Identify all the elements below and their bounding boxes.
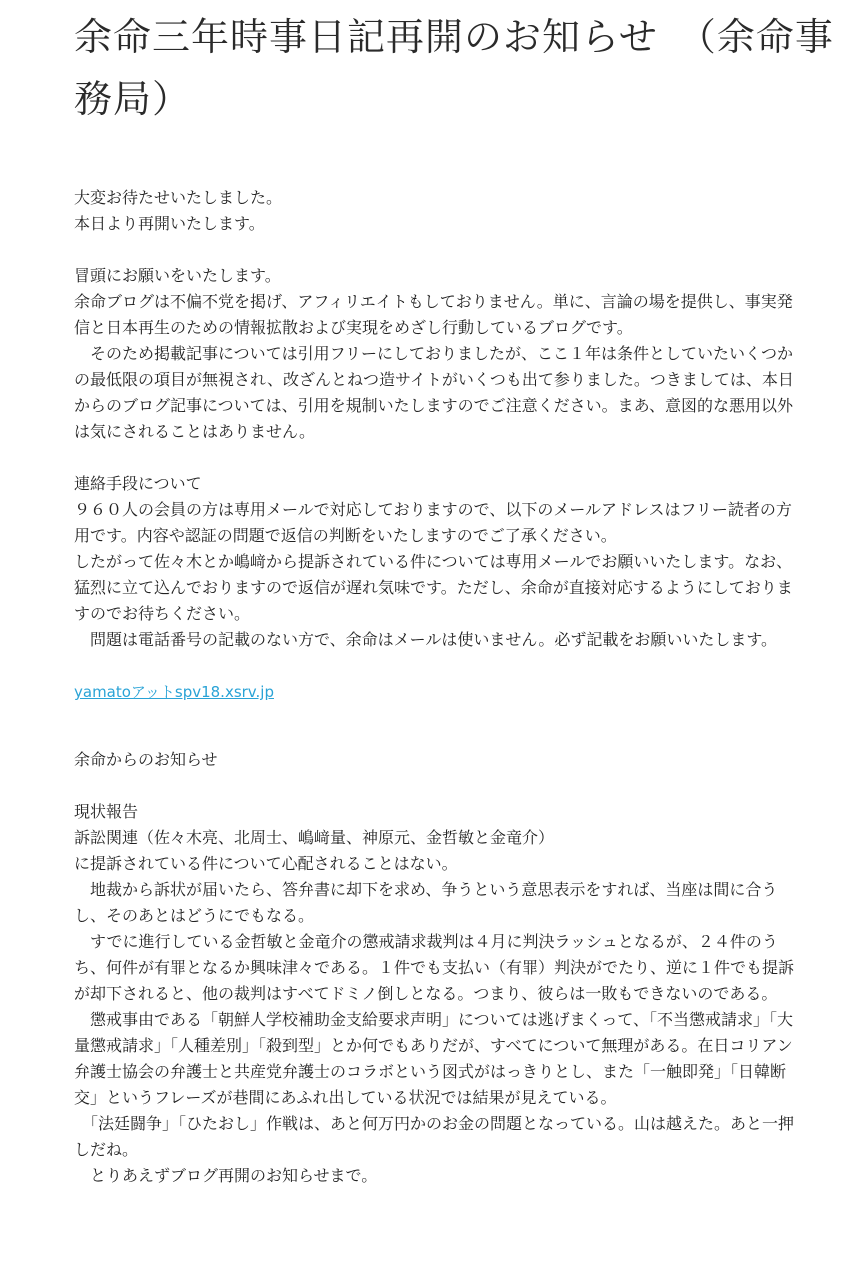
request-paragraph-2: そのため掲載記事については引用フリーにしておりましたが、ここ１年は条件としていたいくつかの最低限の項目が無視され、改ざんとねつ造サイトがいくつも出て参りました。つきましては、本日からのブログ記事については、引用を規制いたしますのでご注意ください。まあ、意図的な悪用以外は気にされることはありません。 (74, 344, 794, 441)
status-paragraph-2: すでに進行している金哲敏と金竜介の懲戒請求裁判は４月に判決ラッシュとなるが、２４件のうち、何件が有罪となるか興味津々である。１件でも支払い（有罪）判決がでたり、逆に１件でも提訴が却下されると、他の裁判はすべてドミノ倒しとなる。つまり、彼らは一敗もできないのである。 (74, 932, 795, 1003)
status-paragraph-5: とりあえずブログ再開のお知らせまで。 (74, 1166, 378, 1185)
contact-paragraph-3: 問題は電話番号の記載のない方で、余命はメールは使いません。必ず記載をお願いいたします。 (74, 630, 778, 649)
spacer (74, 653, 794, 679)
spacer (74, 705, 794, 747)
contact-paragraph-2: したがって佐々木とか嶋﨑から提訴されている件については専用メールでお願いいたします。なお、猛烈に立て込んでおりますので返信が遅れ気味です。ただし、余命が直接対応するようにしておりますのでお待ちください。 (74, 552, 793, 623)
contact-heading: 連絡手段について (74, 474, 202, 493)
notice-heading: 余命からのお知らせ (74, 750, 218, 769)
status-line-1: 訴訟関連（佐々木亮、北周士、嶋﨑量、神原元、金哲敏と金竜介） (74, 828, 555, 847)
status-paragraph-3: 懲戒事由である「朝鮮人学校補助金支給要求声明」については逃げまくって、「不当懲戒請求」「大量懲戒請求」「人種差別」「殺到型」とか何でもありだが、すべてについて無理がある。在日コリアン弁護士協会の弁護士と共産党弁護士のコラボという図式がはっきりとし、また「一触即発」「日韓断交」というフレーズが巷間にあふれ出している状況では結果が見えている。 (74, 1010, 794, 1107)
spacer (74, 773, 794, 799)
page-title: 余命三年時事日記再開のお知らせ （余命事務局） (74, 15, 834, 121)
status-paragraph-4: 「法廷闘争」「ひたおし」作戦は、あと何万円かのお金の問題となっている。山は越えた。あと一押しだね。 (74, 1114, 795, 1159)
status-paragraph-1: 地裁から訴状が届いたら、答弁書に却下を求め、争うという意思表示をすれば、当座は間に合うし、そのあとはどうにでもなる。 (74, 880, 778, 925)
status-line-2: に提訴されている件について心配されることはない。 (74, 854, 458, 873)
intro-line-2: 本日より再開いたします。 (74, 214, 265, 233)
spacer (74, 445, 794, 471)
article-body (74, 185, 794, 1189)
status-heading: 現状報告 (74, 802, 139, 821)
intro-line-1: 大変お待たせいたしました。 (74, 188, 283, 207)
request-paragraph-1: 余命ブログは不偏不党を掲げ、アフィリエイトもしておりません。単に、言論の場を提供し、事実発信と日本再生のための情報拡散および実現をめざし行動しているブログです。 (74, 292, 793, 337)
spacer (74, 237, 794, 263)
contact-paragraph-1: ９６０人の会員の方は専用メールで対応しておりますので、以下のメールアドレスはフリー読者の方用です。内容や認証の問題で返信の判断をいたしますのでご了承ください。 (74, 500, 792, 545)
request-heading: 冒頭にお願いをいたします。 (74, 266, 281, 285)
contact-email-link[interactable]: yamatoアットspv18.xsrv.jp (74, 683, 274, 701)
